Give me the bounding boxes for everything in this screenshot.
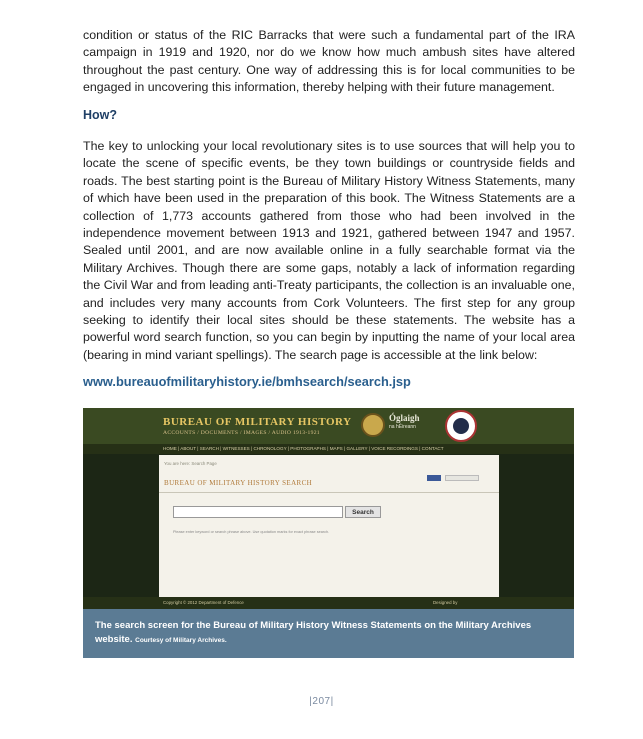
- caption-text: The search screen for the Bureau of Military History Witness Statements on the Military Archives website.: [95, 620, 532, 645]
- search-hint: Please enter keyword or search phrase above. Use quotation marks for exact phrase search.: [173, 530, 330, 534]
- site-footer: [83, 597, 574, 609]
- paragraph-intro: condition or status of the RIC Barracks that were such a fundamental part of the IRA campaign in 1919 and 1920, nor do we know how much ambush sites have altered throughout the past century. One way of addressing this is for local communities to be engaged in uncovering this information, thereby helping with their future management.: [83, 28, 575, 95]
- search-button[interactable]: Search: [345, 506, 381, 518]
- share-button[interactable]: [445, 475, 479, 481]
- facebook-share-icon[interactable]: [427, 475, 441, 481]
- search-title: BUREAU OF MILITARY HISTORY SEARCH: [164, 479, 313, 487]
- divider: [159, 492, 499, 493]
- search-page-link[interactable]: www.bureauofmilitaryhistory.ie/bmhsearch/search.jsp: [83, 374, 411, 389]
- site-subtitle: ACCOUNTS / DOCUMENTS / IMAGES / AUDIO 1913-1921: [163, 430, 320, 436]
- footer-credit: Designed by: [433, 600, 458, 605]
- figure-caption: [83, 609, 574, 658]
- breadcrumb: You are here: Search Page: [164, 461, 217, 466]
- site-header: [83, 408, 574, 444]
- archives-seal-icon: [445, 410, 477, 442]
- website-screenshot: [83, 408, 574, 609]
- search-input[interactable]: [173, 506, 343, 518]
- search-panel: [159, 455, 499, 597]
- site-title: BUREAU OF MILITARY HISTORY: [163, 416, 352, 428]
- site-navigation[interactable]: HOME | ABOUT | SEARCH | WITNESSES | CHRONOLOGY | PHOTOGRAPHS | MAPS | GALLERY | VOICE RECORDINGS | CONTACT: [83, 444, 574, 454]
- emblem-subtitle: na hÉireann: [389, 424, 416, 430]
- paragraph-body: The key to unlocking your local revolutionary sites is to use sources that will help you to locate the scene of specific events, be they town buildings or countryside fields and roads. The best starting point is the Bureau of Military History Witness Statements, many of which have been used in the preparation of this book. The Witness Statements are a collection of 1,773 accounts gathered from those who had been involved in the independence movement between 1913 and 1921, gathered between 1947 and 1957. Sealed until 2001, and are now available online in a fully searchable format via the Military Archives. Though there are some gaps, notably a lack of information regarding the Civil War and from leading anti-Treaty participants, the collection is an invaluable one, and includes very many accounts from Cork Volunteers. The first step for any group seeking to identify their local sites should be these statements. The website has a powerful word search function, so you can begin by inputting the name of your local area (bearing in mind variant spellings). The search page is accessible at the link below:: [83, 139, 575, 362]
- page-number: |207|: [309, 696, 334, 707]
- section-heading: How?: [83, 108, 118, 122]
- defence-forces-emblem-icon: [361, 413, 385, 437]
- emblem-name: Óglaigh: [389, 413, 420, 423]
- footer-copyright: Copyright © 2012 Department of Defence: [163, 600, 244, 605]
- caption-credit: Courtesy of Military Archives.: [135, 637, 227, 644]
